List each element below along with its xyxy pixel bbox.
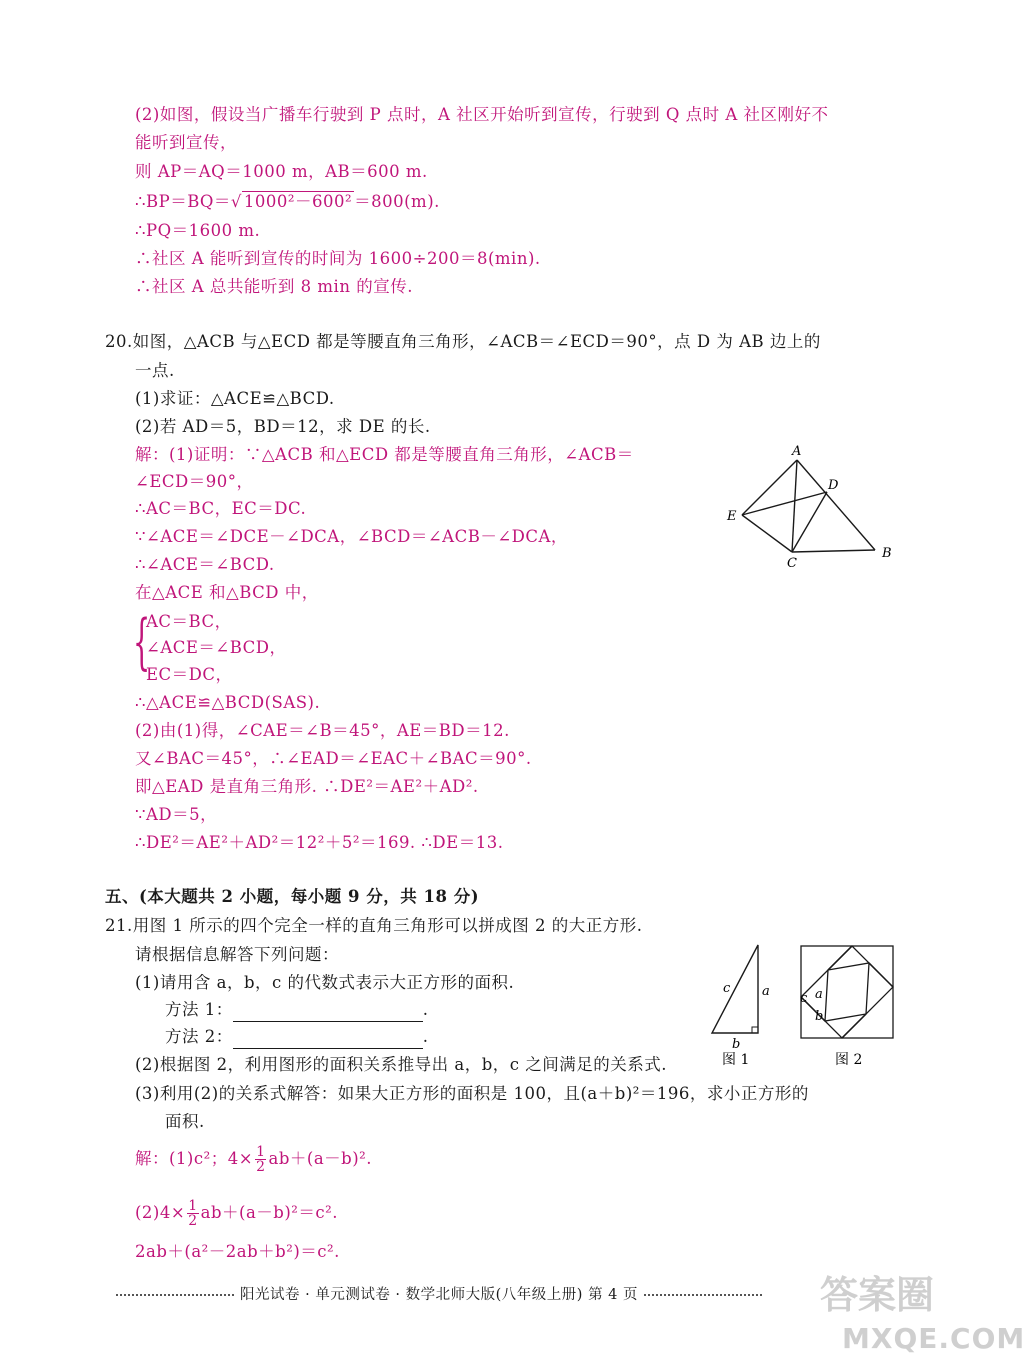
answer-line: ∴社区 A 能听到宣传的时间为 1600÷200＝8(min).	[135, 249, 541, 268]
answer-text: ab＋(a－b)².	[268, 1149, 373, 1168]
watermark-logo: 答案圈	[820, 1273, 935, 1317]
fraction-half	[255, 1145, 266, 1174]
question-20-stem: 一点.	[135, 361, 175, 380]
point-label-c: C	[787, 556, 797, 571]
side-label-b: b	[815, 1009, 824, 1024]
period: .	[422, 1000, 429, 1019]
figure-1-caption: 图 1	[722, 1052, 750, 1068]
side-label-a: a	[815, 987, 823, 1002]
answer-line: 又∠BAC＝45°，∴∠EAD＝∠EAC＋∠BAC＝90°.	[135, 749, 532, 768]
answer-line: ∴DE²＝AE²＋AD²＝12²＋5²＝169. ∴DE＝13.	[135, 833, 504, 852]
footer-dots-left	[116, 1294, 234, 1296]
side-label-a: a	[762, 984, 770, 999]
side-label-c: c	[800, 991, 808, 1006]
side-label-c: c	[723, 981, 731, 996]
answer-line: 能听到宣传，	[135, 133, 237, 152]
sqrt-expression: √ 1000²－600²	[230, 192, 353, 211]
answer-text: ∴BP＝BQ＝	[135, 192, 231, 211]
footer-text: 阳光试卷 · 单元测试卷 · 数学北师大版(八年级上册) 第 4 页	[240, 1287, 639, 1303]
answer-line-frac	[135, 1145, 372, 1174]
side-label-b: b	[732, 1037, 741, 1052]
method-2-line	[165, 1025, 429, 1049]
answer-line: ∴社区 A 总共能听到 8 min 的宣传.	[135, 277, 413, 296]
sqrt-radicand: 1000²－600²	[243, 192, 353, 211]
system-brace: {	[133, 607, 151, 677]
answer-line: 2ab＋(a²－2ab＋b²)＝c².	[135, 1242, 340, 1261]
answer-line: ∴AC＝BC，EC＝DC.	[135, 499, 307, 518]
answer-line: ∴△ACE≌△BCD(SAS).	[135, 693, 321, 712]
watermark-url: MXQE.COM	[842, 1322, 1025, 1355]
answer-line-sqrt	[135, 190, 440, 214]
question-20-sub2: (2)若 AD＝5，BD＝12，求 DE 的长.	[135, 417, 431, 436]
answer-line: AC＝BC，	[146, 612, 232, 631]
answer-line: (2)由(1)得，∠CAE＝∠B＝45°，AE＝BD＝12.	[135, 721, 510, 740]
method-1-line	[165, 998, 429, 1022]
point-label-e: E	[727, 509, 737, 524]
method-2-blank	[233, 1030, 423, 1049]
fraction-numerator: 1	[188, 1198, 198, 1214]
question-21-sub3: 面积.	[165, 1112, 205, 1131]
answer-line: 解：(1)证明：∵△ACB 和△ECD 都是等腰直角三角形，∠ACB＝	[135, 445, 634, 464]
method-1-label: 方法 1：	[165, 1000, 233, 1019]
method-1-blank	[233, 1003, 423, 1022]
answer-line: ∠ACE＝∠BCD，	[146, 638, 287, 657]
point-label-b: B	[882, 546, 892, 561]
answer-line: ∴PQ＝1600 m.	[135, 221, 261, 240]
fraction-denominator: 2	[188, 1213, 198, 1229]
question-21-sub2: (2)根据图 2，利用图形的面积关系推导出 a，b，c 之间满足的关系式.	[135, 1055, 667, 1074]
question-20-stem: 20.如图，△ACB 与△ECD 都是等腰直角三角形，∠ACB＝∠ECD＝90°，点 D 为 AB 边上的	[105, 332, 821, 351]
period: .	[422, 1027, 429, 1046]
answer-line: EC＝DC，	[146, 665, 233, 684]
point-label-d: D	[828, 478, 839, 493]
fraction-half	[187, 1199, 198, 1228]
question-21-stem: 请根据信息解答下列问题：	[135, 945, 339, 964]
fraction-denominator: 2	[256, 1159, 266, 1175]
answer-text: ＝800(m).	[354, 192, 440, 211]
answer-text: (2)4×	[135, 1203, 186, 1222]
figure-1-triangle	[705, 940, 775, 1070]
answer-line: (2)如图，假设当广播车行驶到 P 点时，A 社区开始听到宣传，行驶到 Q 点时 A 社区刚好不	[135, 105, 829, 124]
answer-line: 在△ACE 和△BCD 中，	[135, 583, 319, 602]
point-label-a: A	[792, 444, 802, 459]
footer-dots-right	[644, 1294, 762, 1296]
answer-line: 即△EAD 是直角三角形. ∴DE²＝AE²＋AD².	[135, 777, 479, 796]
answer-line: ∴∠ACE＝∠BCD.	[135, 555, 275, 574]
question-21-sub3: (3)利用(2)的关系式解答：如果大正方形的面积是 100，且(a＋b)²＝196，求小正方形的	[135, 1084, 809, 1103]
question-20-sub1: (1)求证：△ACE≌△BCD.	[135, 389, 335, 408]
answer-text: 解：(1)c²；4×	[135, 1149, 254, 1168]
answer-line: ∵∠ACE＝∠DCE－∠DCA，∠BCD＝∠ACB－∠DCA，	[135, 527, 568, 546]
answer-line: ∵AD＝5，	[135, 805, 218, 824]
method-2-label: 方法 2：	[165, 1027, 233, 1046]
page-footer	[110, 1283, 890, 1304]
figure-2-caption: 图 2	[835, 1052, 863, 1068]
figure-2-square	[795, 940, 900, 1070]
triangle-figure	[720, 440, 900, 575]
section-heading: 五、(本大题共 2 小题，每小题 9 分，共 18 分)	[105, 887, 480, 906]
answer-text: ab＋(a－b)²＝c².	[200, 1203, 339, 1222]
answer-line-frac	[135, 1199, 338, 1228]
answer-line: ∠ECD＝90°，	[135, 472, 254, 491]
fraction-numerator: 1	[256, 1144, 266, 1160]
question-21-stem: 21.用图 1 所示的四个完全一样的直角三角形可以拼成图 2 的大正方形.	[105, 916, 643, 935]
question-21-sub1: (1)请用含 a，b，c 的代数式表示大正方形的面积.	[135, 973, 515, 992]
answer-line: 则 AP＝AQ＝1000 m，AB＝600 m.	[135, 162, 428, 181]
